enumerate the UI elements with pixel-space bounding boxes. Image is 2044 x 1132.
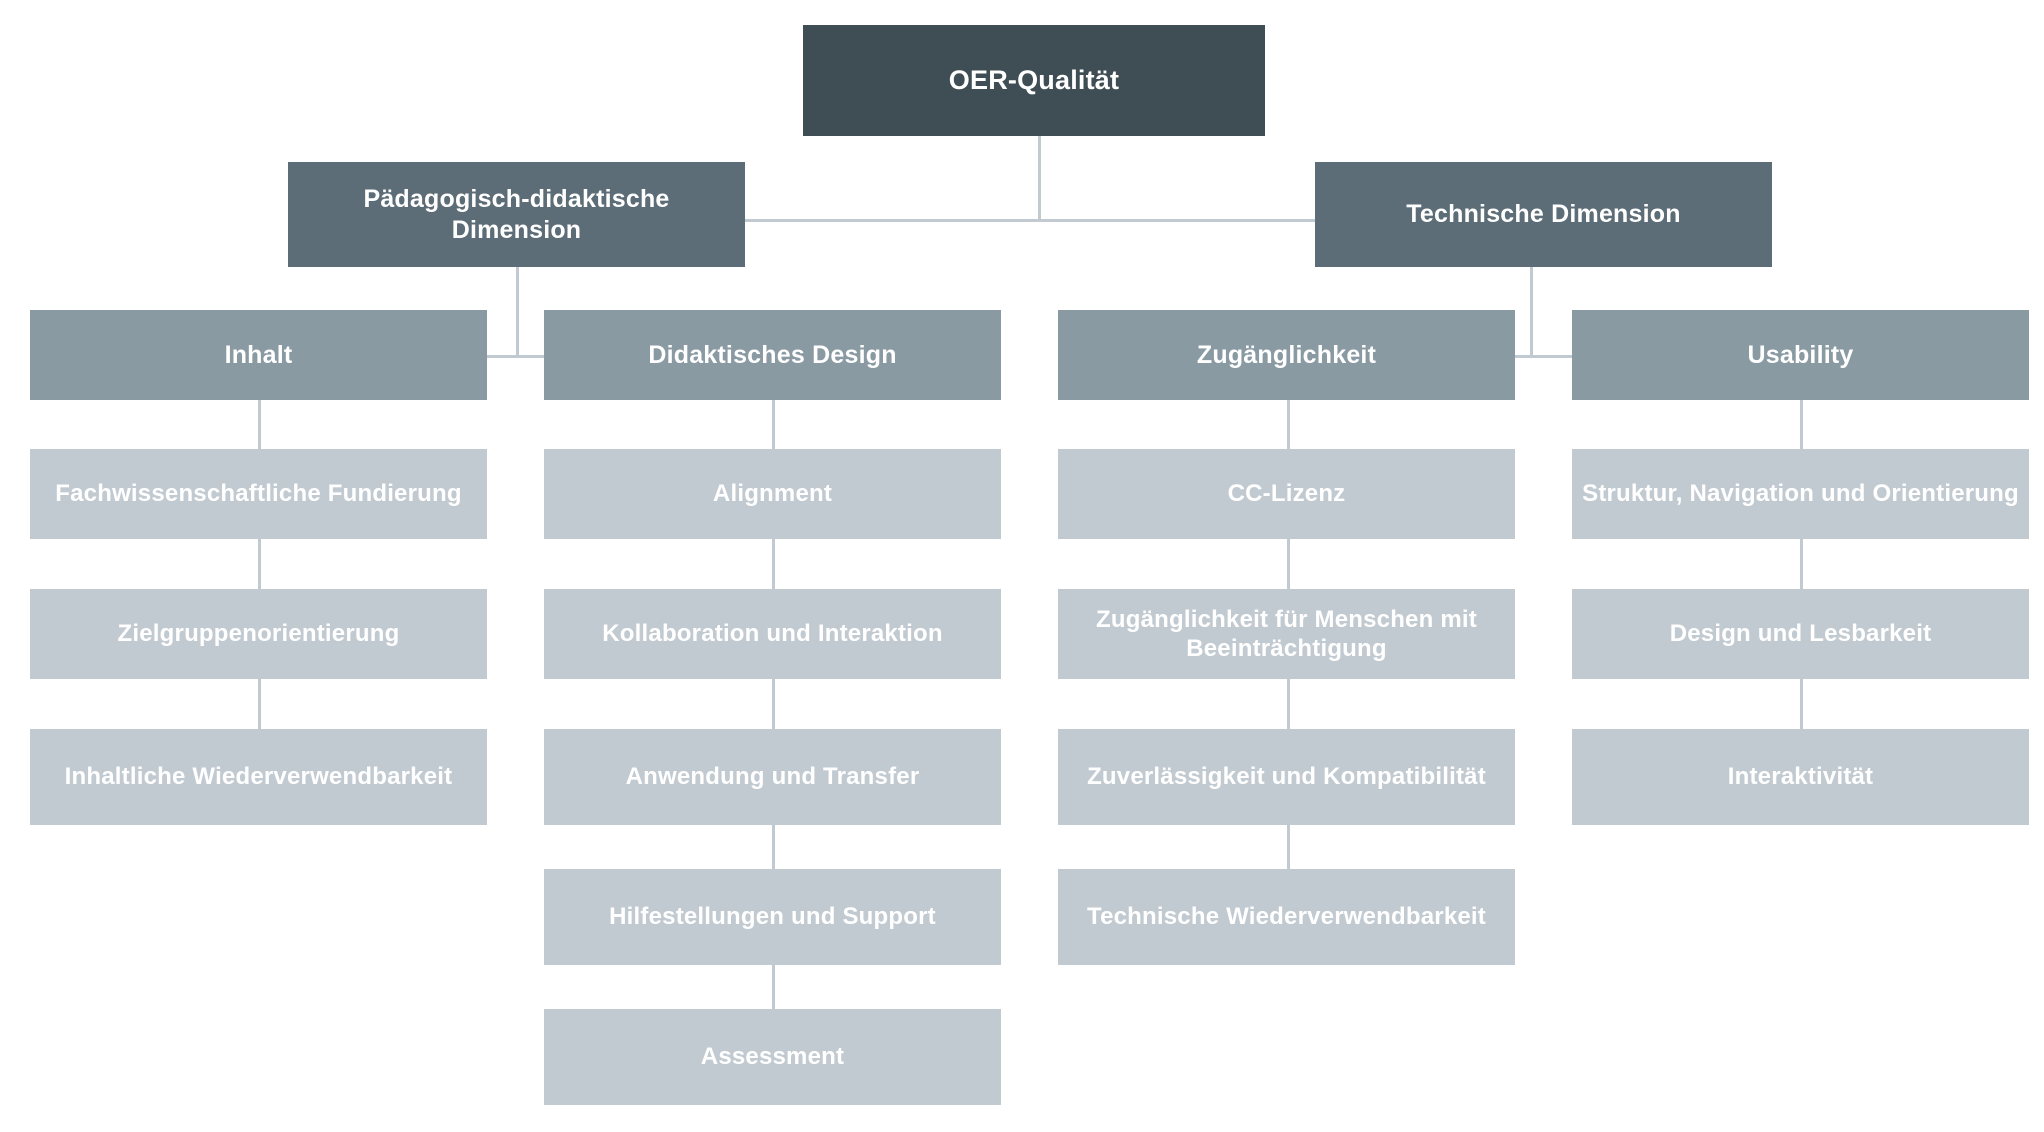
node-leaf-fachwissenschaftliche-fundierung[interactable]: Fachwissenschaftliche Fundierung bbox=[30, 449, 487, 539]
node-leaf-alignment[interactable]: Alignment bbox=[544, 449, 1001, 539]
node-leaf-interaktivitaet[interactable]: Interaktivität bbox=[1572, 729, 2029, 825]
connector-left-dimension-down bbox=[516, 266, 519, 356]
node-leaf-hilfestellungen-und-support[interactable]: Hilfestellungen und Support bbox=[544, 869, 1001, 965]
node-leaf-zielgruppenorientierung[interactable]: Zielgruppenorientierung bbox=[30, 589, 487, 679]
node-leaf-technische-wiederverwendbarkeit[interactable]: Technische Wiederverwendbarkeit bbox=[1058, 869, 1515, 965]
node-leaf-assessment[interactable]: Assessment bbox=[544, 1009, 1001, 1105]
node-category-didaktisches-design[interactable]: Didaktisches Design bbox=[544, 310, 1001, 400]
node-leaf-anwendung-und-transfer[interactable]: Anwendung und Transfer bbox=[544, 729, 1001, 825]
node-leaf-struktur-navigation-und-orientierung[interactable]: Struktur, Navigation und Orientierung bbox=[1572, 449, 2029, 539]
node-leaf-inhaltliche-wiederverwendbarkeit[interactable]: Inhaltliche Wiederverwendbarkeit bbox=[30, 729, 487, 825]
node-category-zugaenglichkeit[interactable]: Zugänglichkeit bbox=[1058, 310, 1515, 400]
node-leaf-cc-lizenz[interactable]: CC-Lizenz bbox=[1058, 449, 1515, 539]
node-dimension-paedagogisch-didaktisch[interactable]: Pädagogisch-didaktische Dimension bbox=[288, 162, 745, 267]
node-leaf-zugaenglichkeit-fuer-menschen-mit-beeintraechtigung[interactable]: Zugänglichkeit für Menschen mit Beeinträchtigung bbox=[1058, 589, 1515, 679]
node-category-inhalt[interactable]: Inhalt bbox=[30, 310, 487, 400]
node-root-oer-qualitaet[interactable]: OER-Qualität bbox=[803, 25, 1265, 136]
connector-root-down bbox=[1038, 136, 1041, 220]
node-leaf-design-und-lesbarkeit[interactable]: Design und Lesbarkeit bbox=[1572, 589, 2029, 679]
node-leaf-zuverlaessigkeit-und-kompatibilitaet[interactable]: Zuverlässigkeit und Kompatibilität bbox=[1058, 729, 1515, 825]
node-leaf-kollaboration-und-interaktion[interactable]: Kollaboration und Interaktion bbox=[544, 589, 1001, 679]
connector-right-dimension-down bbox=[1530, 266, 1533, 356]
node-dimension-technisch[interactable]: Technische Dimension bbox=[1315, 162, 1772, 267]
node-category-usability[interactable]: Usability bbox=[1572, 310, 2029, 400]
